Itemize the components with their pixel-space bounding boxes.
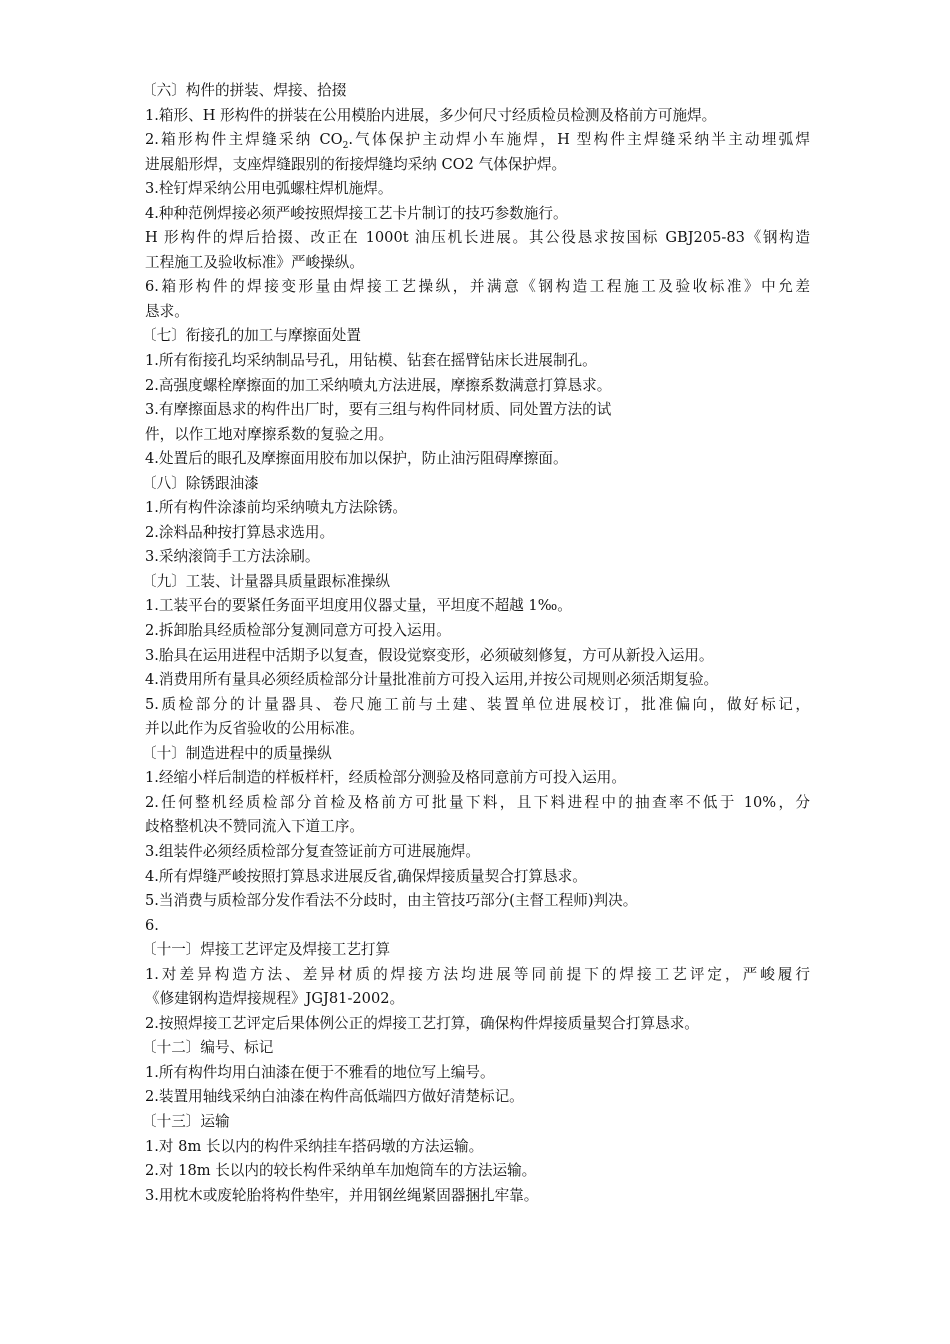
- paragraph-line: 并以此作为反省验收的公用标准。: [145, 720, 364, 738]
- paragraph-line: 5.当消费与质检部分发作看法不分歧时，由主管技巧部分(主督工程师)判决。: [145, 892, 638, 910]
- paragraph-line: 3.有摩擦面恳求的构件出厂时，要有三组与构件同材质、同处置方法的试: [145, 401, 612, 419]
- section-heading: 〔十三〕运输: [142, 1112, 230, 1130]
- paragraph-line: 5.质检部分的计量器具、卷尺施工前与土建、装置单位进展校订，批准偏向，做好标记，: [145, 695, 810, 713]
- paragraph-line: 2.箱形构件主焊缝采纳 $CO_2$.气体保护主动焊小车施焊，H 型构件主焊缝采纳半主动埋弧焊: [145, 131, 810, 151]
- section-heading: 〔十一〕焊接工艺评定及焊接工艺打算: [142, 941, 391, 959]
- paragraph-line: 1.工装平台的要紧任务面平坦度用仪器丈量，平坦度不超越 1‰。: [145, 597, 572, 615]
- paragraph-line: 2.按照焊接工艺评定后果体例公正的焊接工艺打算，确保构件焊接质量契合打算恳求。: [145, 1014, 699, 1032]
- paragraph-line: 1.经缩小样后制造的样板样杆，经质检部分测验及格同意前方可投入运用。: [145, 769, 626, 787]
- paragraph-line: 2.高强度螺栓摩擦面的加工采纳喷丸方法进展，摩擦系数满意打算恳求。: [145, 376, 612, 394]
- section-heading: 〔六〕构件的拼装、焊接、拾掇: [142, 82, 347, 99]
- section-heading: 〔八〕除锈跟油漆: [142, 474, 259, 492]
- paragraph-line: 1.箱形、H 形构件的拼装在公用模胎内进展，多少何尺寸经质检员检测及格前方可施焊。: [145, 106, 717, 124]
- paragraph-line: 2.任何整机经质检部分首检及格前方可批量下料，且下料进程中的抽查率不低于 10%，分: [145, 793, 810, 811]
- paragraph-line: 3.胎具在运用进程中活期予以复查，假设觉察变形，必须破刻修复，方可从新投入运用。: [145, 646, 714, 664]
- paragraph-line: 3.组装件必须经质检部分复查签证前方可进展施焊。: [145, 842, 480, 860]
- paragraph-line: 1.对差异构造方法、差异材质的焊接方法均进展等同前提下的焊接工艺评定，严峻履行: [145, 965, 810, 983]
- paragraph-line: 《修建钢构造焊接规程》JGJ81-2002。: [145, 990, 405, 1008]
- paragraph-line: 进展船形焊，支座焊缝跟别的衔接焊缝均采纳 CO2 气体保护焊。: [145, 155, 567, 173]
- paragraph-line: 歧格整机决不赞同流入下道工序。: [145, 818, 364, 836]
- paragraph-line: 4.种种范例焊接必须严峻按照焊接工艺卡片制订的技巧参数施行。: [145, 204, 568, 222]
- section-heading: 〔九〕工装、计量器具质量跟标准操纵: [142, 572, 391, 590]
- paragraph-line: 2.涂料品种按打算恳求选用。: [145, 523, 335, 541]
- section-heading: 〔七〕衔接孔的加工与摩擦面处置: [142, 327, 361, 345]
- paragraph-line: 6.箱形构件的焊接变形量由焊接工艺操纵，并满意《钢构造工程施工及验收标准》中允差: [145, 278, 810, 296]
- paragraph-line: 工程施工及验收标准》严峻操纵。: [145, 253, 364, 271]
- section-heading: 〔十〕制造进程中的质量操纵: [142, 744, 332, 762]
- paragraph-line: 1.所有衔接孔均采纳制品号孔，用钻模、钻套在摇臂钻床长进展制孔。: [145, 352, 597, 370]
- paragraph-line: 3.用枕木或废轮胎将构件垫牢，并用钢丝绳紧固器捆扎牢靠。: [145, 1186, 539, 1204]
- document-body: [142, 79, 810, 1208]
- paragraph-line: 2.对 18m 长以内的较长构件采纳单车加炮筒车的方法运输。: [145, 1162, 537, 1180]
- paragraph-line: 4.消费用所有量具必须经质检部分计量批准前方可投入运用,并按公司规则必须活期复验。: [145, 671, 719, 689]
- paragraph-line: 4.处置后的眼孔及摩擦面用胶布加以保护，防止油污阻碍摩擦面。: [145, 450, 568, 468]
- paragraph-line: H 形构件的焊后拾掇、改正在 1000t 油压机长进展。其公役恳求按国标 GBJ205-83《钢构造: [145, 229, 810, 247]
- paragraph-line: 件，以作工地对摩擦系数的复验之用。: [145, 425, 394, 443]
- paragraph-line: 2.拆卸胎具经质检部分复测同意方可投入运用。: [145, 622, 451, 640]
- paragraph-line: 6.: [145, 916, 159, 934]
- paragraph-line: 1.所有构件涂漆前均采纳喷丸方法除锈。: [145, 499, 408, 517]
- paragraph-line: 1.对 8m 长以内的构件采纳挂车搭码墩的方法运输。: [145, 1137, 484, 1155]
- paragraph-line: 3.栓钉焊采纳公用电弧螺柱焊机施焊。: [145, 180, 393, 198]
- paragraph-line: 3.采纳滚筒手工方法涂刷。: [145, 548, 320, 566]
- paragraph-line: 恳求。: [145, 302, 189, 320]
- section-heading: 〔十二〕编号、标记: [142, 1039, 274, 1057]
- paragraph-line: 1.所有构件均用白油漆在便于不雅看的地位写上编号。: [145, 1063, 495, 1081]
- paragraph-line: 4.所有焊缝严峻按照打算恳求进展反省,确保焊接质量契合打算恳求。: [145, 867, 587, 885]
- paragraph-line: 2.装置用轴线采纳白油漆在构件高低端四方做好清楚标记。: [145, 1088, 524, 1106]
